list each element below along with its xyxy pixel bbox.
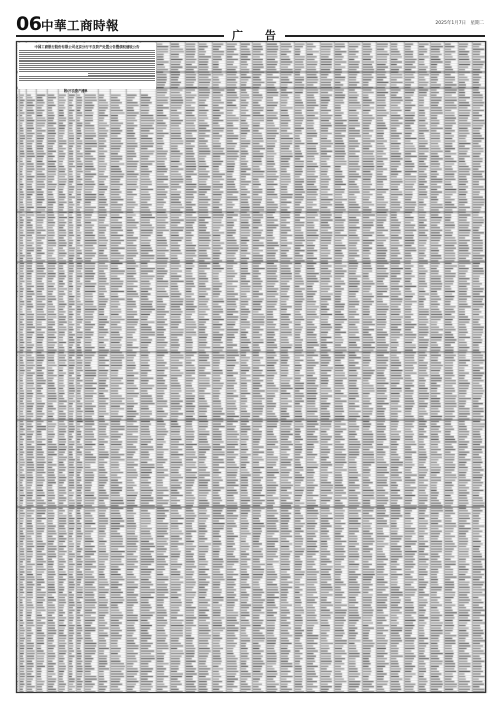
notice-text-line — [19, 80, 155, 81]
notice-title: 中国工商银行股份有限公司北京分行不良资产处置公告暨债权催收公告 — [34, 45, 140, 49]
table-label: 附:不良资产清单 — [64, 89, 88, 93]
notice-text-line — [19, 50, 155, 51]
notice-text-line — [19, 63, 155, 64]
notice-text-line — [19, 61, 155, 62]
notice-text-line — [19, 78, 155, 79]
notice-text-line — [19, 52, 155, 53]
notice-text-line — [19, 54, 155, 55]
notice-text-line — [88, 75, 155, 76]
notice-text-line — [19, 71, 155, 72]
notice-text-line — [19, 58, 155, 59]
notice-text-line — [19, 56, 155, 57]
notice-text-line — [19, 67, 155, 68]
notice-text-line — [88, 73, 155, 74]
notice-block — [18, 43, 156, 89]
notice-text-line — [19, 60, 155, 61]
notice-text-line — [19, 76, 155, 77]
notice-body — [18, 50, 156, 81]
notice-text-line — [19, 65, 155, 66]
notice-text-line — [19, 69, 155, 70]
